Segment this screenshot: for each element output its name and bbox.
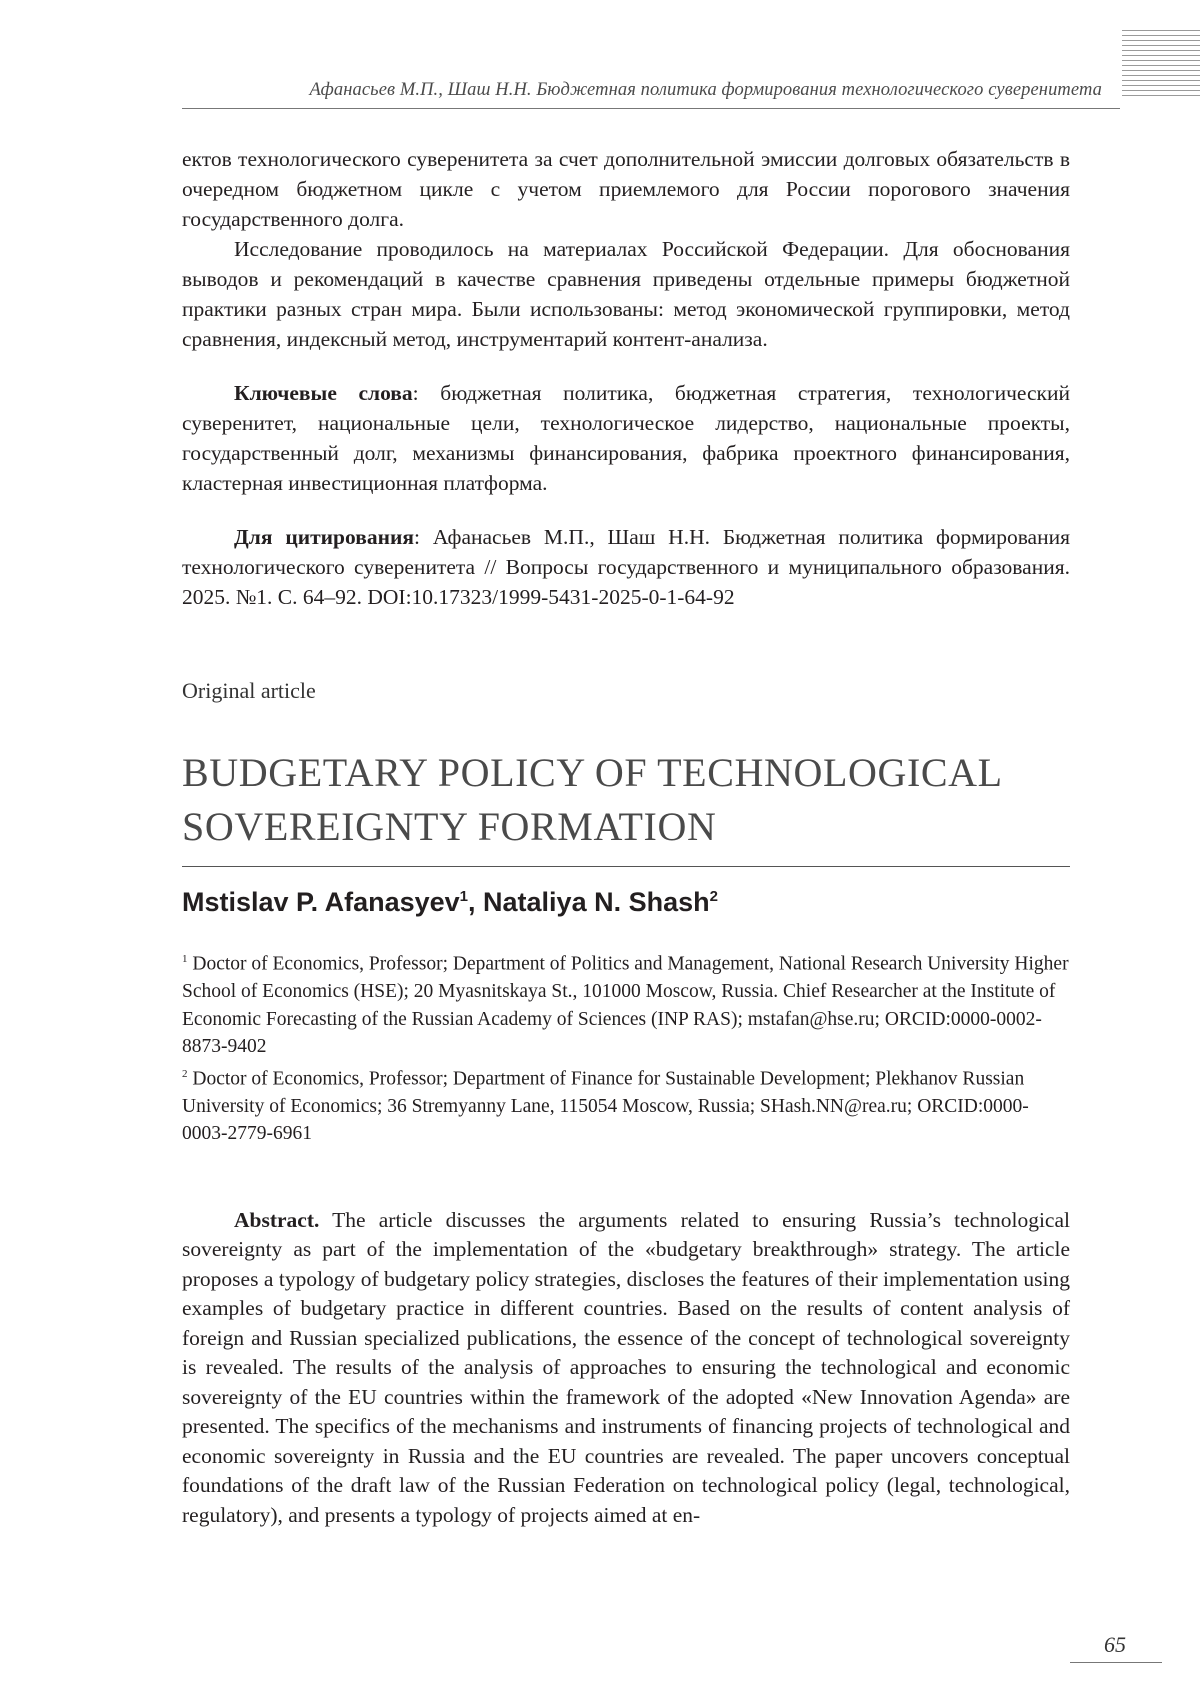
header-rule (182, 108, 1120, 109)
affiliation-text: Doctor of Economics, Professor; Department of Politics and Management, National Research University Higher School of Economics (HSE); 20 Myasnitskaya St., 101000 Moscow, Russia. Chief Researcher at the Institute of Economic Forecasting of the Russian Academy of Sciences (INP RAS); mstafan@hse.ru; ORCID:0000-0002-8873-9402 (182, 953, 1069, 1057)
keywords-label: Ключевые слова (234, 381, 413, 405)
affiliation-text: Doctor of Economics, Professor; Department of Finance for Sustainable Development; Plekhanov Russian University of Economics; 36 Stremyanny Lane, 115054 Moscow, Russia; SHash.NN@rea.ru; ORCID:0000-0003-2779-6961 (182, 1068, 1029, 1144)
article-type-label: Original article (182, 678, 316, 703)
affiliation-1 (182, 946, 1070, 1061)
affiliation-marker: 1 (182, 953, 188, 965)
ru-paragraph-methods: Исследование проводилось на материалах Российской Федерации. Для обоснования выводов и рекомендаций в качестве сравнения приведены отдельные примеры бюджетной практики разных стран мира. Были использованы: метод экономической группировки, метод сравнения, индексный метод, инструментарий контент-анализа. (182, 237, 1070, 351)
author-affiliation-marker: 1 (459, 888, 469, 905)
author-name: Nataliya N. Shash (483, 887, 710, 917)
running-head: Афанасьев М.П., Шаш Н.Н. Бюджетная политика формирования технологического суверенитета (309, 80, 1102, 100)
ru-keywords (182, 378, 1070, 498)
article-title-line-2: SOVEREIGNTY FORMATION (182, 804, 717, 849)
keywords-text: : бюджетная политика, бюджетная стратегия, технологический суверенитет, национальные цели, технологическое лидерство, национальные проекты, государственный долг, механизмы финансирования, фабрика проектного финансирования, кластерная инвестиционная платформа. (182, 381, 1070, 495)
abstract-text: The article discusses the arguments related to ensuring Russia’s technological sovereignty as part of the implementation of the «budgetary breakthrough» strategy. The article proposes a typology of budgetary policy strategies, discloses the features of their implementation using examples of budgetary practice in different countries. Based on the results of content analysis of foreign and Russian specialized publications, the essence of the concept of technological sovereignty is revealed. The results of the analysis of approaches to ensuring the technological and economic sovereignty of the EU countries within the framework of the adopted «New Innovation Agenda» are presented. The specifics of the mechanisms and instruments of financing projects of technological and economic sovereignty in Russia and the EU countries are revealed. The paper uncovers conceptual foundations of the draft law of the Russian Federation on technological policy (legal, technological, regulatory), and presents a typology of projects aimed at en- (182, 1207, 1070, 1527)
citation-text: : Афанасьев М.П., Шаш Н.Н. Бюджетная политика формирования технологического суверенитета // Вопросы государственного и муниципального образования. 2025. №1. С. 64–92. DOI:10.17323/1999-5431-2025-0-1-64-92 (182, 525, 1070, 609)
citation-label: Для цитирования (234, 525, 414, 549)
author-affiliation-marker: 2 (709, 888, 718, 905)
affiliation-marker: 2 (182, 1067, 188, 1080)
author-name: Mstislav P. Afanasyev (182, 887, 460, 917)
article-title (182, 746, 1070, 854)
abstract-label: Abstract. (234, 1207, 320, 1232)
page-content (182, 144, 1070, 1530)
affiliations (182, 946, 1070, 1148)
header-decorative-lines (1122, 30, 1200, 100)
page-number: 65 (1104, 1632, 1126, 1657)
page-number-rule (1070, 1662, 1162, 1663)
affiliation-2 (182, 1061, 1070, 1148)
author-separator: , (468, 887, 484, 917)
title-rule (182, 866, 1070, 867)
article-title-line-1: BUDGETARY POLICY OF TECHNOLOGICAL (182, 750, 1003, 795)
ru-citation (182, 522, 1070, 612)
ru-paragraph-continuation: ектов технологического суверенитета за счет дополнительной эмиссии долговых обязательств в очередном бюджетном цикле с учетом приемлемого для России порогового значения государственного долга. (182, 147, 1070, 231)
author-list (182, 887, 1070, 918)
abstract (182, 1206, 1070, 1531)
